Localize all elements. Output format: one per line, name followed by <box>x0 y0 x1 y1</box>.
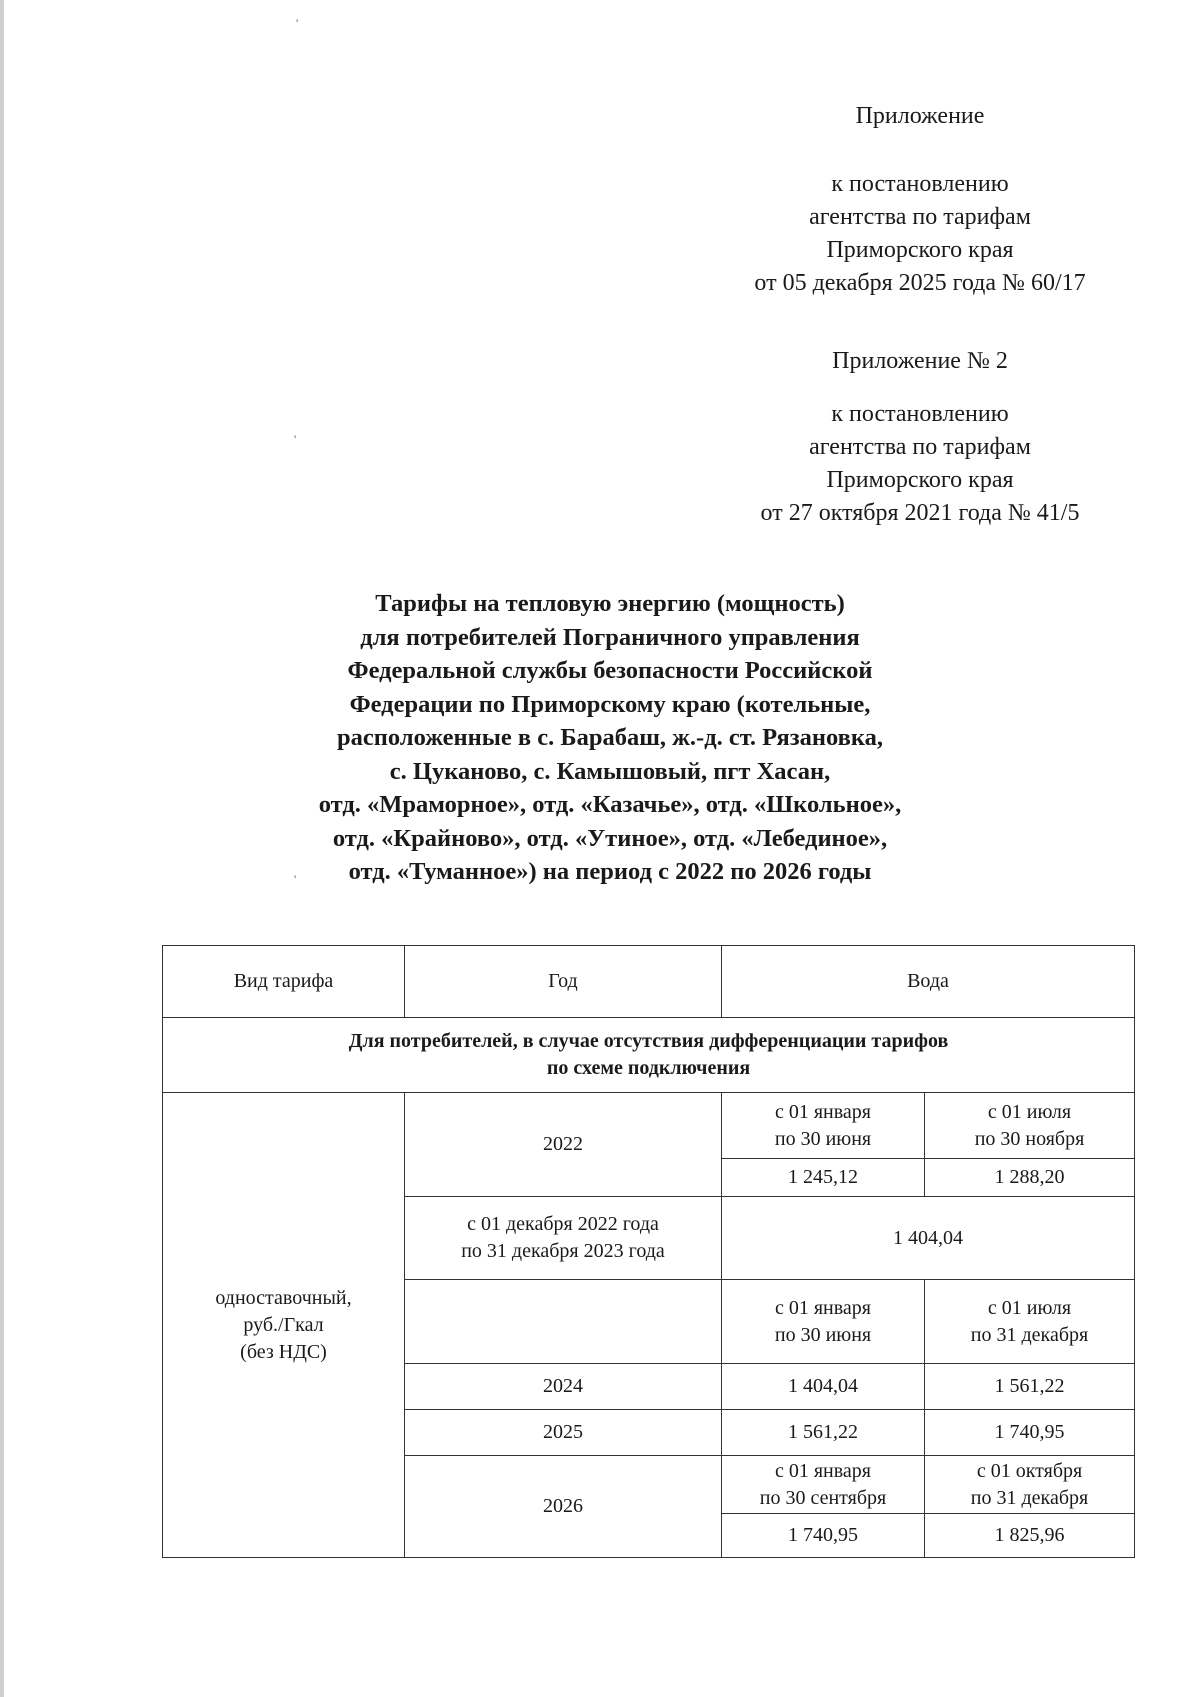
period-cell <box>722 1093 925 1159</box>
period-line: по 31 декабря <box>970 1323 1089 1346</box>
tariff-type-line: руб./Гкал <box>243 1313 324 1336</box>
period-cell <box>925 1280 1135 1364</box>
annex2-reference-line: к постановлению <box>831 401 1009 427</box>
value-cell: 1 561,22 <box>722 1410 925 1456</box>
annex2-title: Приложение № 2 <box>832 348 1008 374</box>
period-line: по 30 июня <box>774 1323 872 1346</box>
annex2-reference <box>690 398 1150 530</box>
value-cell: 1 561,22 <box>925 1364 1135 1410</box>
period-cell <box>722 1456 925 1514</box>
annex-reference <box>690 168 1150 300</box>
period-line: по 31 декабря 2023 года <box>461 1240 665 1262</box>
document-title-line: для потребителей Пограничного управления <box>360 623 860 651</box>
period-cell <box>405 1197 722 1280</box>
annex-title: Приложение <box>855 103 985 129</box>
period-cell <box>722 1280 925 1364</box>
scan-speck: ' <box>294 872 297 886</box>
header-tariff-type: Вид тарифа <box>163 946 405 1018</box>
period-line: с 01 января <box>774 1296 872 1319</box>
tariff-table <box>162 945 1135 1558</box>
period-line: по 30 ноября <box>974 1127 1085 1150</box>
document-title-line: Федеральной службы безопасности Российской <box>347 657 873 684</box>
period-line: по 31 декабря <box>970 1486 1089 1509</box>
document-title-line: с. Цуканово, с. Камышовый, пгт Хасан, <box>389 757 831 785</box>
year-cell: 2024 <box>405 1364 722 1410</box>
tariff-type-line: одноставочный, <box>215 1286 352 1309</box>
annex2-reference-line: Приморского края <box>826 467 1014 493</box>
section-caption-line: Для потребителей, в случае отсутствия дифференциации тарифов <box>348 1030 949 1052</box>
value-cell: 1 288,20 <box>925 1159 1135 1197</box>
period-line: с 01 июля <box>987 1100 1072 1123</box>
period-line: с 01 января <box>774 1459 872 1482</box>
year-cell: 2022 <box>405 1093 722 1197</box>
year-cell: 2025 <box>405 1410 722 1456</box>
document-title-line: Тарифы на тепловую энергию (мощность) <box>375 590 845 617</box>
table-row <box>163 1093 1135 1159</box>
table-section-row <box>163 1018 1135 1093</box>
value-cell: 1 825,96 <box>925 1514 1135 1558</box>
document-title-line: Федерации по Приморскому краю (котельные, <box>349 690 871 718</box>
scan-speck: ' <box>294 432 297 446</box>
period-line: с 01 января <box>774 1100 872 1123</box>
period-line: с 01 октября <box>976 1459 1083 1482</box>
document-title-line: отд. «Туманное») на период с 2022 по 2026 годы <box>348 858 872 885</box>
value-cell: 1 740,95 <box>925 1410 1135 1456</box>
value-cell: 1 404,04 <box>722 1364 925 1410</box>
period-line: по 30 сентября <box>759 1486 887 1509</box>
period-line: по 30 июня <box>774 1127 872 1150</box>
empty-cell <box>405 1280 722 1364</box>
document-title <box>160 587 1060 889</box>
section-caption-line: по схеме подключения <box>546 1057 751 1079</box>
section-caption <box>163 1018 1135 1093</box>
table-header-row <box>163 946 1135 1018</box>
period-cell <box>925 1093 1135 1159</box>
annex-reference-line: к постановлению <box>831 171 1009 197</box>
document-title-line: отд. «Мраморное», отд. «Казачье», отд. «Школьное», <box>318 791 902 818</box>
tariff-type-cell <box>163 1093 405 1558</box>
document-title-line: расположенные в с. Барабаш, ж.-д. ст. Рязановка, <box>337 724 883 751</box>
year-cell: 2026 <box>405 1456 722 1558</box>
period-cell <box>925 1456 1135 1514</box>
period-line: с 01 июля <box>987 1296 1072 1319</box>
header-water: Вода <box>722 946 1135 1018</box>
annex-reference-line: агентства по тарифам <box>809 204 1031 230</box>
document-title-line: отд. «Крайново», отд. «Утиное», отд. «Лебединое», <box>332 824 888 852</box>
annex-reference-line: Приморского края <box>826 237 1014 263</box>
tariff-type-line: (без НДС) <box>240 1340 327 1363</box>
annex2-reference-line: агентства по тарифам <box>809 434 1031 460</box>
annex2-reference-line: от 27 октября 2021 года № 41/5 <box>760 500 1080 526</box>
value-cell: 1 740,95 <box>722 1514 925 1558</box>
scan-speck: ' <box>296 16 299 30</box>
page-scan-edge <box>0 0 4 1697</box>
period-line: с 01 декабря 2022 года <box>467 1213 659 1235</box>
annex-reference-line: от 05 декабря 2025 года № 60/17 <box>754 270 1086 296</box>
value-cell: 1 404,04 <box>722 1197 1135 1280</box>
header-year: Год <box>405 946 722 1018</box>
value-cell: 1 245,12 <box>722 1159 925 1197</box>
